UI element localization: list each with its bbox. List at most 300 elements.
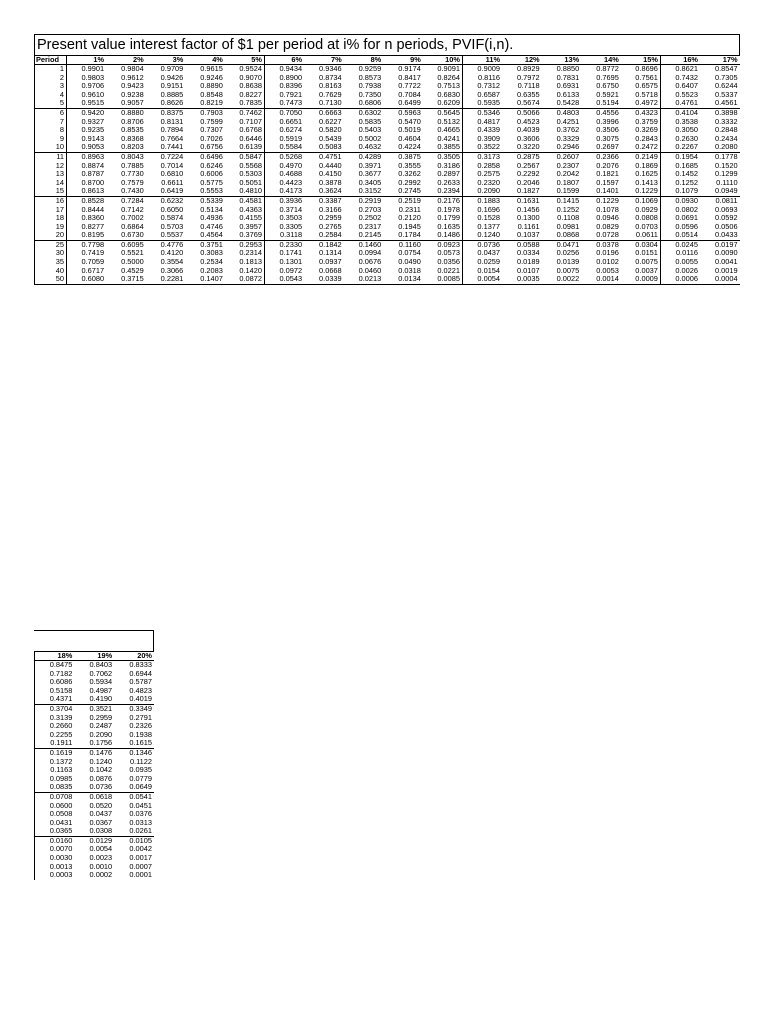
rate-header: 7%: [304, 56, 344, 65]
factor-cell: 0.9615: [200, 64, 223, 73]
factor-cell: 0.9803: [81, 73, 105, 82]
factor-cell: 0.8360: [81, 214, 105, 223]
factor-cell: 0.0151: [621, 249, 661, 258]
factor-cell: 0.3521: [74, 704, 114, 713]
factor-cell: 0.2875: [502, 152, 542, 161]
factor-cell: 0.6717: [81, 266, 105, 275]
factor-cell: 0.9091: [423, 65, 463, 74]
factor-cell: 0.2919: [344, 196, 384, 205]
factor-cell: 0.4440: [319, 161, 342, 170]
factor-cell: 0.6944: [129, 669, 152, 678]
factor-cell: 0.6446: [225, 135, 265, 144]
factor-cell: 0.3762: [556, 126, 580, 135]
factor-cell: 0.1938: [129, 730, 152, 739]
factor-cell: 0.2046: [517, 178, 540, 187]
factor-cell: 0.3554: [160, 258, 184, 267]
factor-cell: 0.0023: [89, 854, 113, 863]
period-cell: 30: [35, 249, 67, 258]
factor-cell: 0.8547: [714, 64, 738, 73]
factor-cell: 0.1163: [35, 766, 75, 775]
factor-cell: 0.3269: [621, 126, 661, 135]
factor-cell: 0.0676: [358, 258, 382, 267]
factor-cell: 0.5337: [714, 90, 738, 99]
factor-cell: 0.0160: [35, 836, 75, 845]
factor-cell: 0.8528: [67, 196, 107, 205]
factor-cell: 0.8613: [81, 187, 105, 196]
factor-cell: 0.4224: [398, 143, 421, 152]
factor-cell: 0.4936: [200, 214, 223, 223]
factor-cell: 0.8535: [121, 126, 144, 135]
factor-cell: 0.0006: [660, 275, 700, 284]
factor-cell: 0.1807: [556, 178, 580, 187]
factor-cell: 0.4190: [89, 695, 113, 704]
period-cell: 3: [35, 82, 67, 91]
factor-cell: 0.0304: [621, 240, 661, 249]
factor-cell: 0.9423: [121, 82, 144, 91]
factor-cell: 0.8368: [121, 134, 144, 143]
factor-cell: 0.0019: [714, 266, 738, 275]
factor-cell: 0.4019: [129, 695, 152, 704]
factor-cell: 0.1252: [556, 205, 580, 214]
factor-cell: 0.9070: [225, 74, 265, 83]
factor-cell: 0.4173: [279, 187, 303, 196]
factor-cell: 0.0308: [89, 827, 113, 836]
factor-cell: 0.6209: [423, 99, 463, 108]
factor-cell: 0.0070: [35, 845, 75, 854]
factor-cell: 0.2292: [517, 170, 540, 179]
factor-cell: 0.1631: [502, 196, 542, 205]
rate-header: 17%: [700, 56, 740, 65]
factor-cell: 0.0872: [225, 275, 265, 284]
factor-cell: 0.9426: [160, 73, 184, 82]
factor-cell: 0.5428: [556, 99, 580, 108]
factor-cell: 0.1741: [279, 249, 303, 258]
factor-cell: 0.8219: [200, 99, 223, 108]
factor-cell: 0.2765: [319, 222, 342, 231]
factor-cell: 0.6095: [106, 240, 146, 249]
factor-cell: 0.1161: [517, 222, 540, 231]
factor-cell: 0.2080: [714, 143, 738, 152]
table-row: [35, 187, 740, 196]
factor-cell: 0.4155: [225, 214, 265, 223]
factor-cell: 0.5051: [225, 179, 265, 188]
factor-cell: 0.5066: [502, 108, 542, 117]
factor-cell: 0.2255: [35, 731, 75, 740]
factor-cell: 0.0116: [675, 249, 698, 258]
factor-cell: 0.1229: [621, 187, 661, 196]
factor-cell: 0.7473: [279, 99, 303, 108]
factor-cell: 0.0779: [129, 774, 152, 783]
factor-cell: 0.7142: [121, 205, 144, 214]
table-row: [35, 179, 740, 188]
factor-cell: 0.2959: [89, 713, 113, 722]
period-cell: 14: [35, 179, 67, 188]
factor-cell: 0.8850: [556, 64, 580, 73]
factor-cell: 0.0985: [35, 775, 75, 784]
factor-cell: 0.3704: [35, 704, 75, 713]
factor-cell: 0.8885: [160, 90, 184, 99]
factor-cell: 0.5935: [477, 99, 501, 108]
factor-cell: 0.0649: [129, 783, 152, 792]
factor-cell: 0.0376: [129, 810, 152, 819]
factor-cell: 0.6864: [121, 222, 144, 231]
header-row: [35, 652, 155, 661]
factor-cell: 0.0013: [35, 863, 75, 872]
factor-cell: 0.2697: [596, 143, 619, 152]
factor-cell: 0.0055: [675, 258, 698, 267]
factor-cell: 0.4823: [129, 686, 152, 695]
factor-cell: 0.0154: [477, 266, 501, 275]
factor-cell: 0.5002: [358, 134, 382, 143]
factor-cell: 0.3714: [279, 205, 303, 214]
factor-cell: 0.3996: [596, 117, 619, 126]
factor-cell: 0.5158: [35, 687, 75, 696]
factor-cell: 0.4556: [581, 108, 621, 117]
factor-cell: 0.8874: [81, 161, 105, 170]
factor-cell: 0.2858: [477, 161, 501, 170]
factor-cell: 0.1299: [714, 170, 738, 179]
factor-cell: 0.2992: [398, 178, 421, 187]
factor-cell: 0.1420: [225, 267, 265, 276]
factor-cell: 0.6730: [121, 231, 144, 240]
factor-cell: 0.7664: [160, 134, 184, 143]
factor-cell: 0.7312: [477, 82, 501, 91]
rate-header: 11%: [462, 56, 502, 65]
factor-cell: 0.1160: [383, 240, 423, 249]
table-row: [35, 223, 740, 232]
factor-cell: 0.9238: [121, 90, 144, 99]
factor-cell: 0.0017: [129, 854, 152, 863]
factor-cell: 0.0261: [129, 827, 152, 836]
factor-cell: 0.0102: [596, 258, 619, 267]
factor-cell: 0.2042: [556, 170, 580, 179]
factor-cell: 0.7432: [675, 73, 698, 82]
factor-cell: 0.3875: [383, 152, 423, 161]
factor-cell: 0.6830: [423, 91, 463, 100]
factor-cell: 0.8264: [423, 74, 463, 83]
factor-cell: 0.1615: [129, 739, 152, 748]
factor-cell: 0.2519: [383, 196, 423, 205]
factor-cell: 0.5835: [358, 117, 382, 126]
factor-cell: 0.3606: [517, 134, 540, 143]
factor-cell: 0.4746: [200, 222, 223, 231]
factor-cell: 0.0808: [621, 214, 661, 223]
factor-cell: 0.6611: [161, 178, 184, 187]
factor-cell: 0.0514: [675, 231, 698, 240]
factor-cell: 0.1821: [596, 170, 619, 179]
factor-cell: 0.1110: [716, 178, 738, 187]
factor-cell: 0.4523: [517, 117, 540, 126]
factor-cell: 0.2320: [477, 178, 501, 187]
factor-cell: 0.1301: [279, 258, 303, 267]
table-row: [35, 687, 155, 696]
pvif-table-continuation: [34, 651, 154, 880]
factor-cell: 0.0053: [596, 266, 619, 275]
factor-cell: 0.7695: [596, 73, 619, 82]
factor-cell: 0.8929: [517, 64, 540, 73]
factor-cell: 0.2149: [621, 152, 661, 161]
period-cell: 11: [35, 152, 67, 161]
factor-cell: 0.3898: [700, 108, 740, 117]
period-header: Period: [35, 56, 67, 65]
factor-cell: 0.2394: [423, 187, 463, 196]
factor-cell: 0.7579: [121, 178, 144, 187]
factor-cell: 0.8417: [398, 73, 421, 82]
table-row: [35, 854, 155, 863]
factor-cell: 0.0618: [74, 792, 114, 801]
factor-cell: 0.9246: [200, 73, 223, 82]
factor-cell: 0.7059: [81, 258, 105, 267]
rate-header: 4%: [185, 56, 225, 65]
table-row: [35, 118, 740, 127]
factor-cell: 0.6407: [675, 82, 698, 91]
factor-cell: 0.7722: [398, 82, 421, 91]
period-cell: 2: [35, 74, 67, 83]
factor-cell: 0.0001: [129, 871, 152, 880]
factor-cell: 0.9612: [121, 73, 144, 82]
factor-cell: 0.4761: [675, 99, 698, 108]
factor-cell: 0.4817: [477, 117, 501, 126]
factor-cell: 0.5645: [423, 108, 463, 117]
factor-cell: 0.0197: [700, 240, 740, 249]
factor-cell: 0.0014: [581, 275, 621, 284]
factor-cell: 0.9151: [160, 82, 184, 91]
factor-cell: 0.1122: [129, 757, 152, 766]
factor-cell: 0.0736: [89, 783, 113, 792]
table-row: [35, 108, 740, 117]
factor-cell: 0.7224: [146, 152, 186, 161]
factor-cell: 0.0728: [596, 231, 619, 240]
factor-cell: 0.7305: [714, 73, 738, 82]
table-row: [35, 152, 740, 161]
factor-cell: 0.2487: [89, 722, 113, 731]
factor-cell: 0.5537: [160, 231, 184, 240]
factor-cell: 0.3503: [279, 214, 303, 223]
table-row: [35, 670, 155, 679]
factor-cell: 0.4604: [398, 134, 421, 143]
period-cell: 50: [35, 275, 67, 284]
factor-cell: 0.2502: [358, 214, 382, 223]
factor-cell: 0.3332: [714, 117, 738, 126]
rate-header: 18%: [35, 652, 75, 661]
factor-cell: 0.3538: [675, 117, 698, 126]
factor-cell: 0.4970: [279, 161, 303, 170]
factor-cell: 0.7903: [185, 108, 225, 117]
factor-cell: 0.8700: [81, 178, 105, 187]
factor-cell: 0.0189: [517, 258, 540, 267]
table-row: [35, 170, 740, 179]
factor-cell: 0.8734: [319, 73, 342, 82]
factor-cell: 0.1954: [660, 152, 700, 161]
factor-cell: 0.3405: [358, 178, 382, 187]
factor-cell: 0.6355: [517, 90, 540, 99]
factor-cell: 0.1252: [675, 178, 698, 187]
factor-cell: 0.8772: [596, 64, 619, 73]
factor-cell: 0.0313: [129, 818, 152, 827]
factor-cell: 0.2959: [319, 214, 342, 223]
factor-cell: 0.1314: [319, 249, 342, 258]
factor-cell: 0.4803: [542, 108, 582, 117]
factor-cell: 0.9524: [225, 65, 265, 74]
factor-cell: 0.5584: [279, 143, 303, 152]
factor-cell: 0.7118: [517, 82, 540, 91]
factor-cell: 0.5403: [358, 126, 382, 135]
table-row: [35, 836, 155, 845]
factor-cell: 0.3349: [114, 704, 154, 713]
factor-cell: 0.4561: [714, 99, 738, 108]
factor-cell: 0.1452: [675, 170, 698, 179]
period-cell: 40: [35, 267, 67, 276]
factor-cell: 0.0134: [383, 275, 423, 284]
factor-cell: 0.8963: [67, 152, 107, 161]
factor-cell: 0.6663: [304, 108, 344, 117]
table-title: Present value interest factor of $1 per period at i% for n periods, PVIF(i,n).: [34, 34, 740, 55]
rate-header: 19%: [74, 652, 114, 661]
factor-cell: 0.0451: [129, 801, 152, 810]
rate-header: 20%: [114, 652, 154, 661]
factor-cell: 0.1229: [581, 196, 621, 205]
factor-cell: 0.7419: [81, 249, 105, 258]
factor-cell: 0.2607: [542, 152, 582, 161]
table-row: [35, 99, 740, 108]
factor-cell: 0.4039: [517, 126, 540, 135]
table-row: [35, 739, 155, 748]
factor-cell: 0.0002: [89, 871, 113, 880]
factor-cell: 0.1401: [596, 187, 619, 196]
factor-cell: 0.0075: [621, 258, 661, 267]
factor-cell: 0.9057: [121, 99, 144, 108]
factor-cell: 0.9174: [398, 64, 421, 73]
factor-cell: 0.7441: [160, 143, 184, 152]
factor-cell: 0.0003: [35, 871, 75, 880]
factor-cell: 0.8706: [121, 117, 144, 126]
factor-cell: 0.3186: [423, 162, 463, 171]
factor-cell: 0.5134: [200, 205, 223, 214]
factor-cell: 0.0105: [114, 836, 154, 845]
table-row: [35, 258, 740, 267]
factor-cell: 0.1778: [700, 152, 740, 161]
factor-cell: 0.0196: [596, 249, 619, 258]
factor-cell: 0.2311: [398, 205, 421, 214]
factor-cell: 0.1486: [423, 231, 463, 240]
table-row: [35, 249, 740, 258]
factor-cell: 0.4241: [423, 135, 463, 144]
factor-cell: 0.2267: [675, 143, 698, 152]
period-cell: 4: [35, 91, 67, 100]
factor-cell: 0.3555: [398, 161, 421, 170]
factor-cell: 0.0876: [89, 774, 113, 783]
factor-cell: 0.7894: [160, 126, 184, 135]
factor-cell: 0.0007: [129, 862, 152, 871]
factor-cell: 0.2314: [225, 249, 265, 258]
factor-cell: 0.7798: [67, 240, 107, 249]
factor-cell: 0.0054: [462, 275, 502, 284]
factor-cell: 0.9610: [81, 90, 105, 99]
factor-cell: 0.0075: [556, 266, 580, 275]
factor-cell: 0.1827: [517, 187, 540, 196]
period-cell: 6: [35, 108, 67, 117]
factor-cell: 0.5921: [596, 90, 619, 99]
factor-cell: 0.0930: [660, 196, 700, 205]
factor-cell: 0.0041: [714, 258, 738, 267]
rate-header: 10%: [423, 56, 463, 65]
period-cell: 20: [35, 231, 67, 240]
factor-cell: 0.0802: [675, 205, 698, 214]
factor-cell: 0.1413: [621, 179, 661, 188]
factor-cell: 0.0356: [423, 258, 463, 267]
factor-cell: 0.1407: [185, 275, 225, 284]
rate-header: 16%: [660, 56, 700, 65]
factor-cell: 0.8880: [106, 108, 146, 117]
factor-cell: 0.1042: [89, 766, 113, 775]
factor-cell: 0.6756: [200, 143, 223, 152]
factor-cell: 0.8333: [129, 660, 152, 669]
factor-cell: 0.3759: [621, 118, 661, 127]
factor-cell: 0.1696: [477, 205, 501, 214]
factor-cell: 0.3118: [280, 231, 303, 240]
factor-cell: 0.3769: [225, 231, 265, 240]
factor-cell: 0.4581: [225, 196, 265, 205]
factor-cell: 0.8116: [477, 73, 501, 82]
factor-cell: 0.5703: [160, 222, 184, 231]
factor-cell: 0.7002: [121, 214, 144, 223]
factor-cell: 0.6086: [35, 678, 75, 687]
factor-cell: 0.3971: [358, 161, 382, 170]
factor-cell: 0.0460: [358, 266, 382, 275]
period-cell: 25: [35, 240, 67, 249]
factor-cell: 0.7972: [517, 73, 540, 82]
factor-cell: 0.1978: [423, 206, 463, 215]
factor-cell: 0.4987: [89, 686, 113, 695]
factor-cell: 0.2076: [596, 161, 619, 170]
pvif-table-main: [34, 55, 740, 285]
factor-cell: 0.4972: [621, 99, 661, 108]
factor-cell: 0.8444: [81, 205, 105, 214]
factor-cell: 0.2745: [398, 187, 421, 196]
factor-cell: 0.6750: [596, 82, 619, 91]
factor-cell: 0.6499: [398, 99, 421, 108]
factor-cell: 0.9259: [358, 64, 382, 73]
factor-cell: 0.7462: [225, 108, 265, 117]
factor-cell: 0.9009: [477, 64, 501, 73]
rate-header: 3%: [146, 56, 186, 65]
factor-cell: 0.0972: [279, 266, 303, 275]
factor-cell: 0.5521: [121, 249, 144, 258]
factor-cell: 0.4150: [319, 170, 342, 179]
table-title-continuation: [34, 630, 154, 651]
factor-cell: 0.3506: [596, 126, 619, 135]
factor-cell: 0.6080: [67, 275, 107, 284]
factor-cell: 0.0611: [621, 231, 661, 240]
factor-cell: 0.9053: [81, 143, 105, 152]
factor-cell: 0.0054: [89, 845, 113, 854]
table-row: [35, 91, 740, 100]
factor-cell: 0.0508: [35, 810, 75, 819]
factor-cell: 0.2633: [423, 179, 463, 188]
factor-cell: 0.1079: [675, 187, 698, 196]
factor-cell: 0.0811: [700, 196, 740, 205]
factor-cell: 0.5303: [225, 170, 265, 179]
table-row: [35, 82, 740, 91]
factor-cell: 0.1619: [35, 748, 75, 757]
factor-cell: 0.6587: [477, 90, 501, 99]
factor-cell: 0.3139: [35, 714, 75, 723]
factor-cell: 0.8573: [358, 73, 382, 82]
factor-cell: 0.1069: [621, 196, 661, 205]
factor-cell: 0.2897: [423, 170, 463, 179]
factor-cell: 0.7430: [121, 187, 144, 196]
factor-cell: 0.0588: [502, 240, 542, 249]
